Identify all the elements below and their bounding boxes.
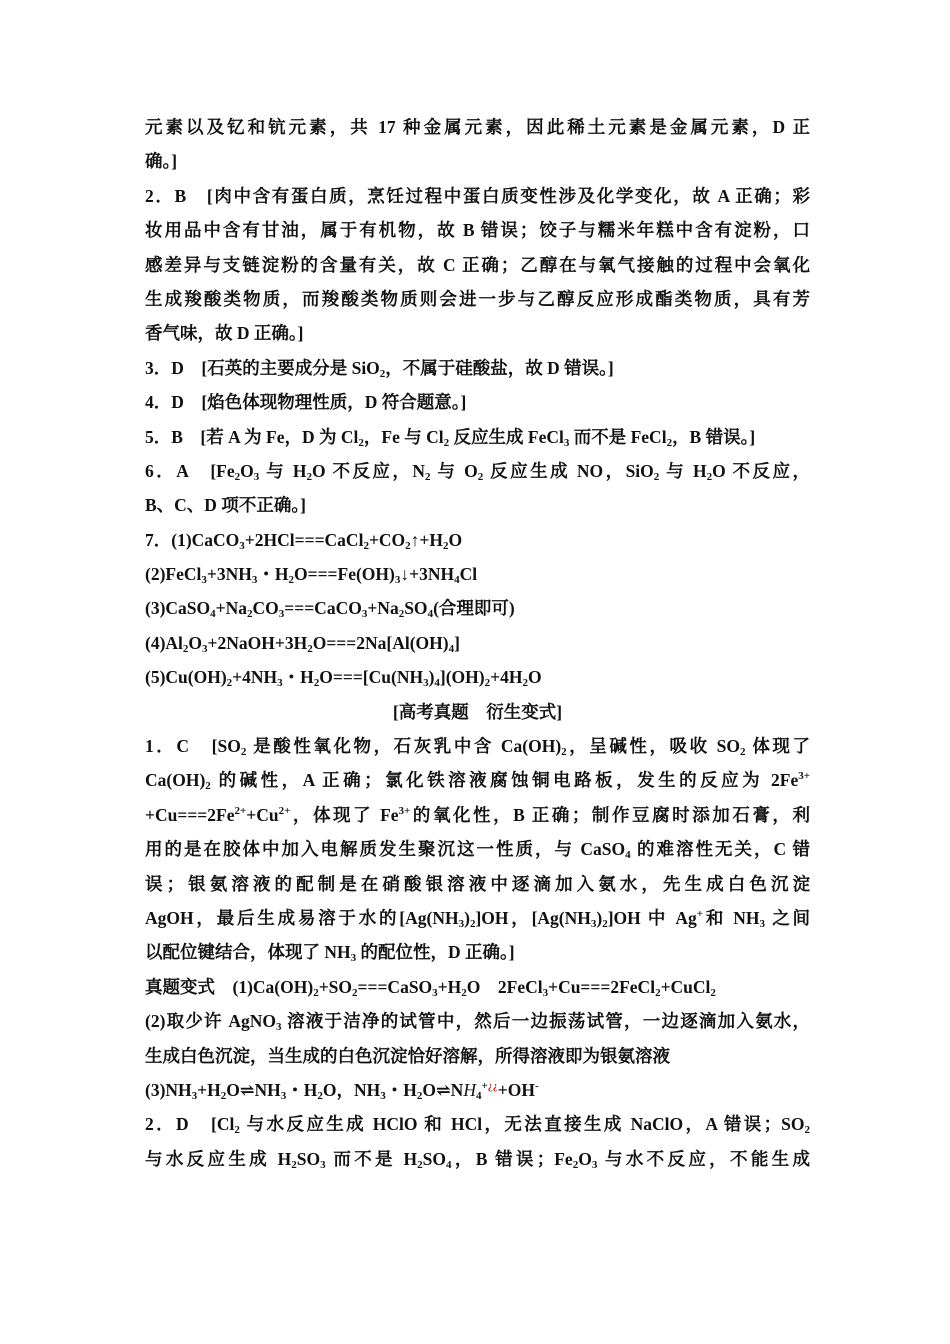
text-line: 香气味，故 D 正确。]	[145, 323, 304, 344]
text-line: 生成白色沉淀，当生成的白色沉淀恰好溶解，所得溶液即为银氨溶液	[145, 1045, 670, 1066]
text-line: 5．B [若 A 为 Fe，D 为 $Cl_2$，Fe 与 $Cl_2$ 反应生成 FeCl$_3$ 而不是 FeCl$_2$，B 错误。]	[145, 426, 756, 449]
text-line: 妆用品中含有甘油，属于有机物，故 B 错误；饺子与糯米年糕中含有淀粉，口	[145, 220, 810, 241]
section-heading: [高考真题 衍生变式]	[392, 701, 563, 722]
text-line: AgOH，最后生成易溶于水的$[Ag(NH_3)_2]OH$，$[Ag(NH_3)_2]OH$ 中 Ag+和 $NH_3$ 之间	[145, 907, 810, 930]
text-line: 6．A [$Fe_2O_3$ 与 $H_2O$ 不反应，$N_2$ 与 $O_2$ 反应生成 NO，SiO$_2$ 与 $H_2O$ 不反应，	[145, 460, 810, 483]
text-line: 确。]	[145, 151, 178, 172]
text-line: $(3)NH_3+H_2O\rightleftharpoons NH_3$・$H_2O$，$NH_3$・$H_2O\rightleftharpoons NH_4^{+¿¿}+OH^-$	[145, 1079, 539, 1102]
text-line: $(5)Cu(OH)_2+4NH_3$・$H_2O===[Cu(NH_3)_4](OH)_2+4H_2O$	[145, 667, 542, 690]
text-line: 7．$(1)CaCO_3+2HCl===CaCl_2+CO_2↑+H_2O$	[145, 529, 463, 552]
text-line: 3．D [石英的主要成分是 SiO$_2$，不属于硅酸盐，故 D 错误。]	[145, 357, 614, 380]
text-line: 感差异与支链淀粉的含量有关，故 C 正确；乙醇在与氧气接触的过程中会氧化	[145, 254, 810, 275]
text-line: 与水反应生成 $H_2SO_3$ 而不是 $H_2SO_4$，B 错误；$Fe_2O_3$ 与水不反应，不能生成	[145, 1148, 810, 1171]
text-line: $(3)CaSO_4+Na_2CO_3===CaCO_3+Na_2SO_4$(合理即可)	[145, 598, 515, 621]
text-line: 1．C [$SO_2$ 是酸性氧化物，石灰乳中含 $Ca(OH)_2$，呈碱性，吸收 $SO_2$ 体现了	[145, 736, 810, 759]
text-line: 2．D [$Cl_2$ 与水反应生成 HClO 和 HCl，无法直接生成 NaClO，A 错误；$SO_2$	[145, 1114, 810, 1137]
text-line: $Ca(OH)_2$ 的碱性，A 正确；氯化铁溶液腐蚀铜电路板，发生的反应为 $2Fe^{3+}$	[145, 770, 810, 793]
text-line: 用的是在胶体中加入电解质发生聚沉这一性质，与 CaSO$_4$ 的难溶性无关，C 错	[145, 839, 810, 862]
text-line: 误；银氨溶液的配制是在硝酸银溶液中逐滴加入氨水，先生成白色沉淀	[145, 873, 810, 894]
text-line: (2)取少许 AgNO$_3$ 溶液于洁净的试管中，然后一边振荡试管，一边逐滴加入氨水，	[145, 1011, 810, 1034]
text-line: B、C、D 项不正确。]	[145, 495, 306, 516]
answer-text-body	[145, 110, 810, 1176]
text-line: 4．D [焰色体现物理性质，D 符合题意。]	[145, 392, 467, 413]
text-line: 2．B [肉中含有蛋白质，烹饪过程中蛋白质变性涉及化学变化，故 A 正确；彩	[145, 185, 810, 206]
text-line: $(4)Al_2O_3+2NaOH+3H_2O===2Na[Al(OH)_4]$	[145, 632, 460, 655]
text-line: 真题变式 $(1)Ca(OH)_2+SO_2===CaSO_3+H_2O$ 2FeCl$_3$+Cu===2FeCl$_2$+CuCl$_2$	[145, 976, 716, 999]
text-line: $+Cu===2Fe^{2+}+Cu^{2+}$，体现了 $Fe^{3+}$的氧化性，B 正确；制作豆腐时添加石膏，利	[145, 804, 810, 825]
text-line: 以配位键结合，体现了 $NH_3$ 的配位性，D 正确。]	[145, 942, 515, 965]
text-line: 元素以及钇和钪元素，共 17 种金属元素，因此稀土元素是金属元素，D 正	[145, 117, 810, 137]
text-line: $(2)FeCl_3+3NH_3$・$H_2O===Fe(OH)_3↓+3NH_4Cl$	[145, 564, 478, 587]
text-line: 生成羧酸类物质，而羧酸类物质则会进一步与乙醇反应形成酯类物质，具有芳	[145, 288, 810, 309]
